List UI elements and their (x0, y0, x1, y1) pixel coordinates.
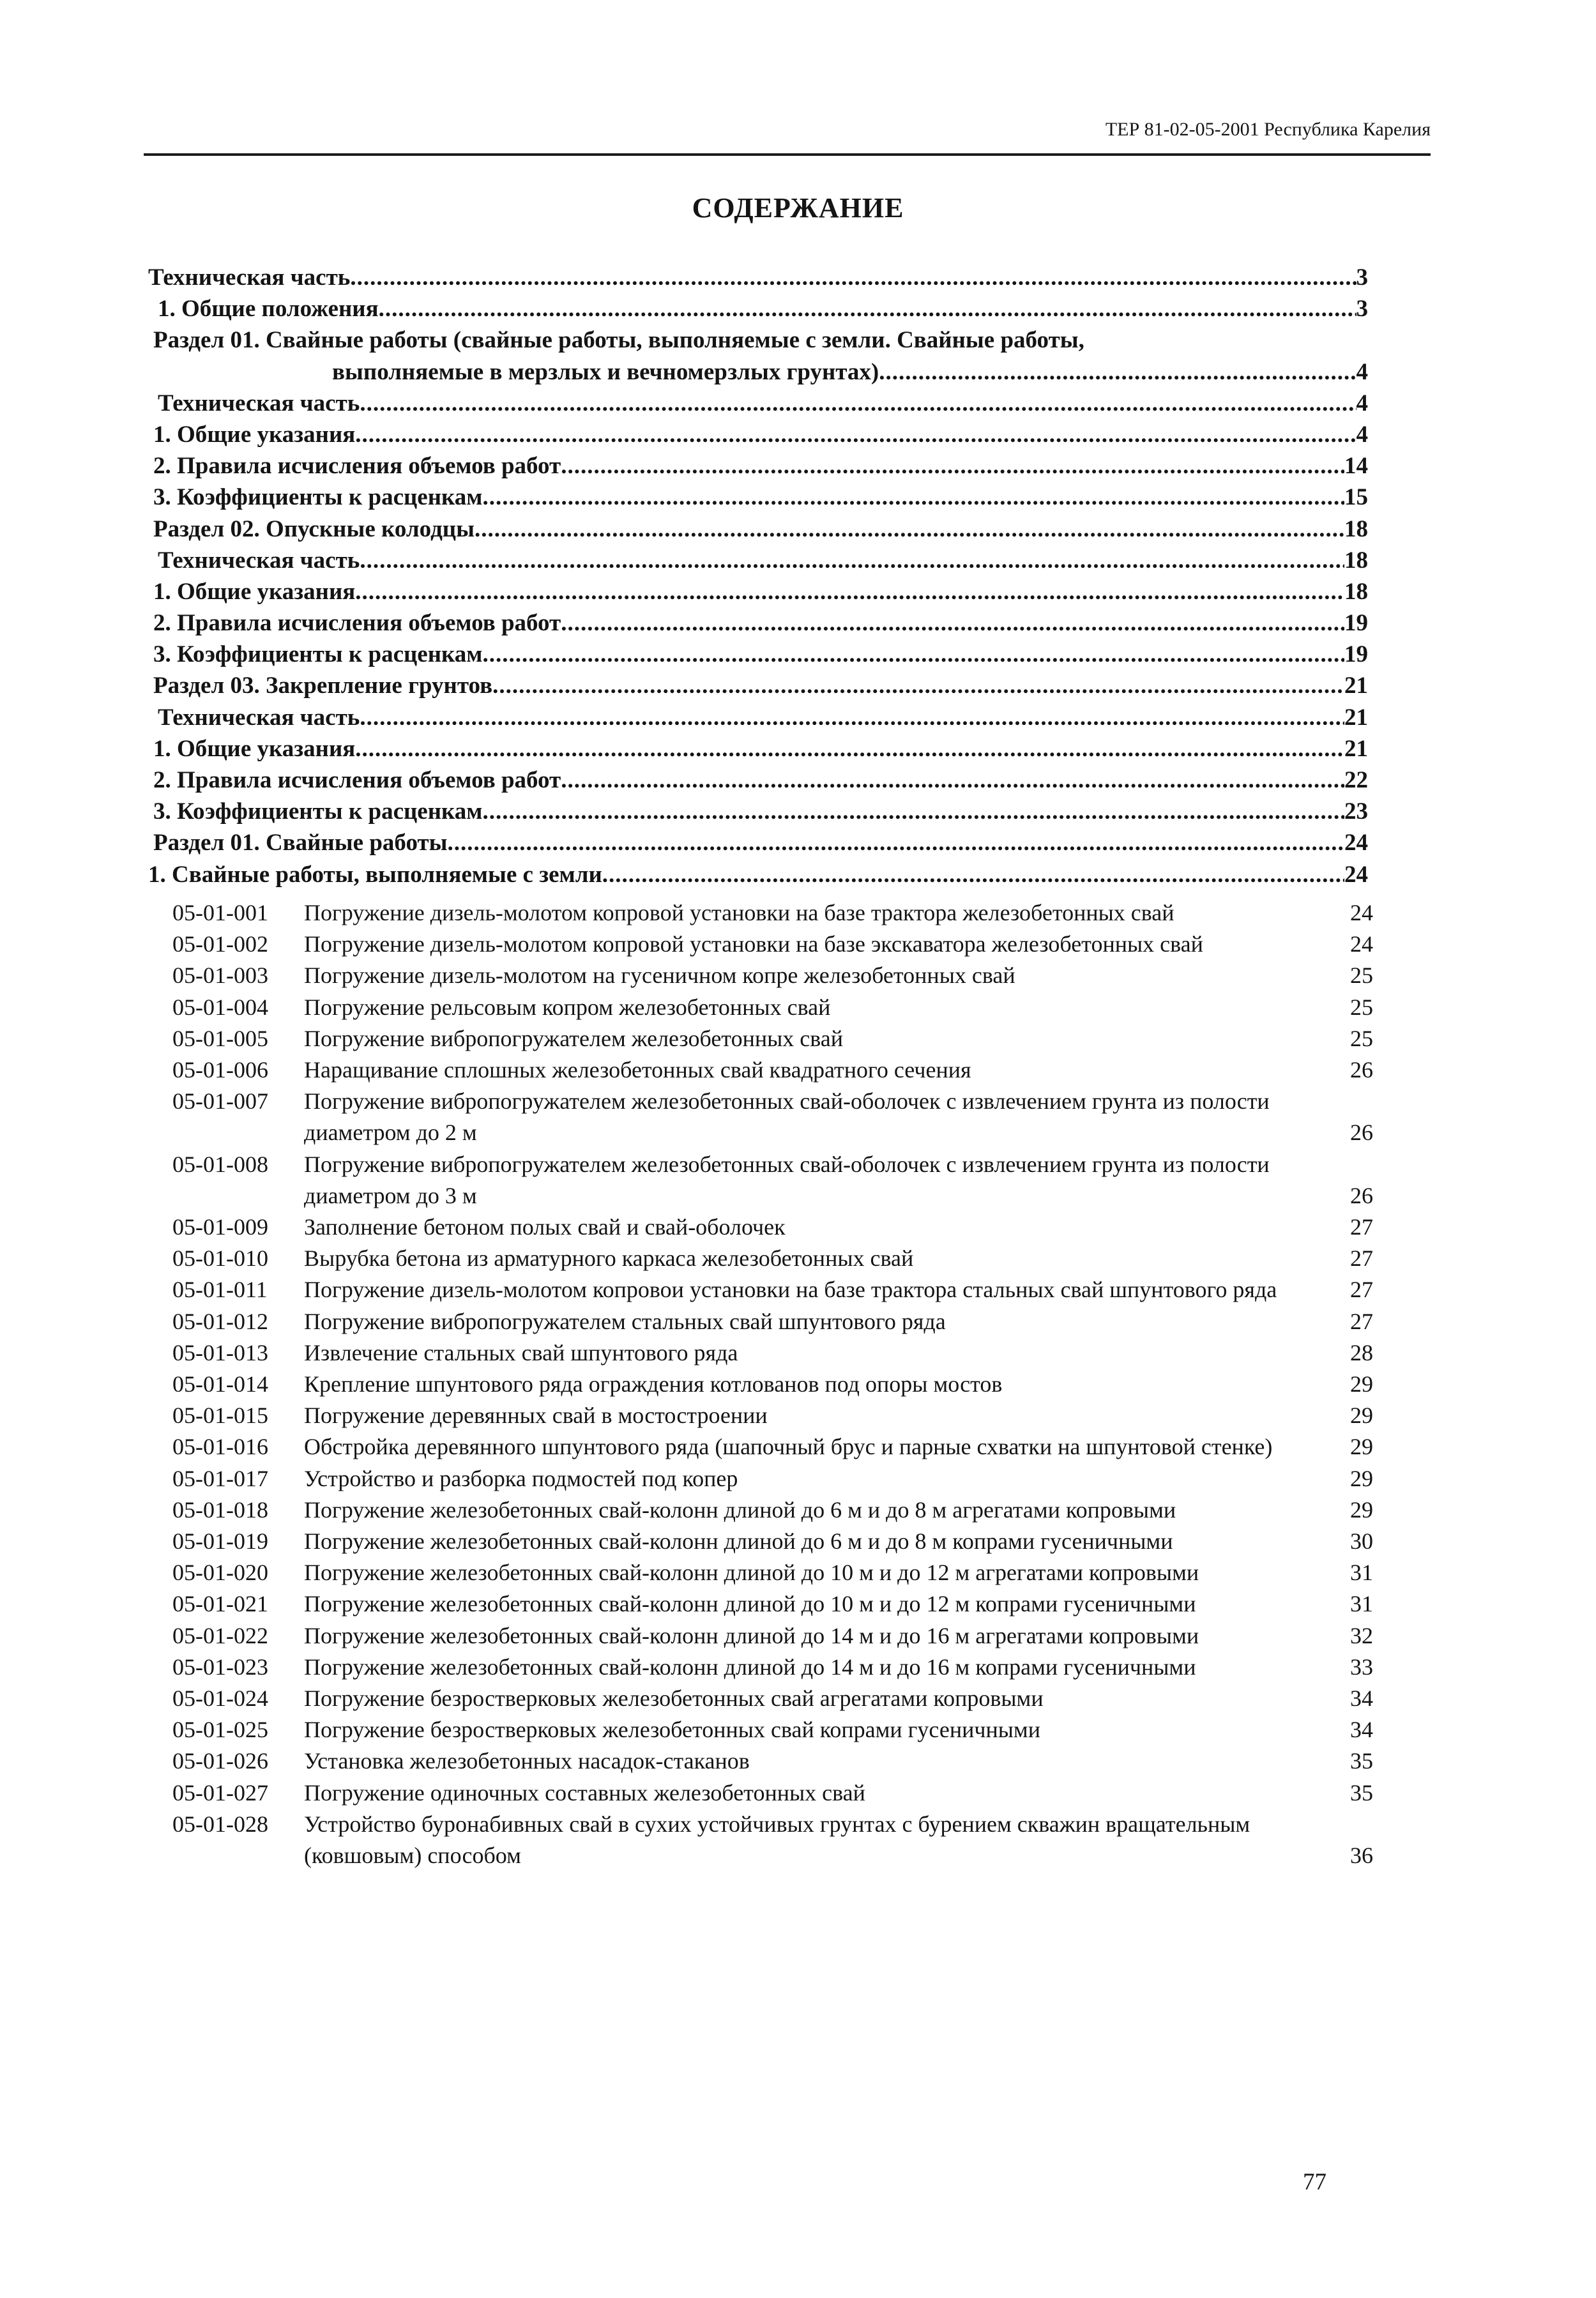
running-header (144, 119, 1431, 156)
toc-entry[interactable]: 3. Коэффициенты к расценкам ..... 15 (153, 482, 1368, 513)
toc-item[interactable]: 05-01-011 Погружение дизель-молотом копровои установки на базе трактора стальных свай шпунтового ряда 27 (172, 1277, 1373, 1303)
toc-items-list (172, 897, 1373, 1871)
toc-item[interactable]: 05-01-022 Погружение железобетонных свай-колонн длиной до 14 м и до 16 м агрегатами копровыми 32 (172, 1622, 1373, 1648)
toc-item[interactable]: 05-01-001 Погружение дизель-молотом копровой установки на базе трактора железобетонных свай 24 (172, 900, 1373, 925)
toc-item[interactable]: 05-01-027 Погружение одиночных составных железобетонных свай 35 (172, 1779, 1373, 1806)
toc-item[interactable]: 05-01-016 Обстройка деревянного шпунтового ряда (шапочный брус и парные схватки на шпунтовой стенке) 29 (172, 1434, 1373, 1460)
toc-entry[interactable]: 2. Правила исчисления объемов работ ..... 22 (153, 765, 1368, 796)
toc-item[interactable]: 05-01-015 Погружение деревянных свай в мостостроении 29 (172, 1403, 1373, 1429)
toc-entry[interactable]: 1. Общие указания ..... 21 (153, 733, 1368, 765)
toc-entry[interactable]: 3. Коэффициенты к расценкам ..... 19 (153, 639, 1368, 670)
toc-item[interactable]: 05-01-021 Погружение железобетонных свай-колонн длиной до 10 м и до 12 м копрами гусеничными 31 (172, 1591, 1373, 1617)
toc-entry[interactable]: 1. Общие положения ..... 3 (158, 293, 1368, 324)
toc-item[interactable]: 05-01-017 Устройство и разборка подмостей под копер 29 (172, 1465, 1373, 1491)
toc-item[interactable]: 05-01-006 Наращивание сплошных железобетонных свай квадратного сечения 26 (172, 1057, 1373, 1083)
page-title: СОДЕРЖАНИЕ (692, 192, 904, 224)
toc-entry[interactable]: Техническая часть ..... 18 (158, 545, 1368, 576)
toc-item[interactable]: 05-01-010 Вырубка бетона из арматурного каркаса железобетонных свай 27 (172, 1245, 1373, 1272)
toc-entry[interactable]: Техническая часть ..... 3 (148, 262, 1368, 293)
toc-item[interactable]: 05-01-005 Погружение вибропогружателем железобетонных свай 25 (172, 1025, 1373, 1051)
toc-item[interactable]: 05-01-026 Установка железобетонных насадок-стаканов 35 (172, 1748, 1373, 1774)
toc-entry[interactable]: Раздел 01. Свайные работы (свайные работы, выполняемые с земли. Свайные работы, (153, 327, 1084, 354)
toc-item[interactable]: 05-01-025 Погружение безростверковых железобетонных свай копрами гусеничными 34 (172, 1717, 1373, 1743)
toc-entry[interactable]: Раздел 01. Свайные работы ..... 24 (153, 827, 1368, 858)
toc-item[interactable]: 05-01-024 Погружение безростверковых железобетонных свай агрегатами копровыми 34 (172, 1685, 1373, 1712)
toc-entry[interactable]: 2. Правила исчисления объемов работ ..... 14 (153, 450, 1368, 482)
toc-entry[interactable]: 1. Общие указания ..... 4 (153, 419, 1368, 450)
toc-item[interactable]: 05-01-019 Погружение железобетонных свай-колонн длиной до 6 м и до 8 м копрами гусеничными 30 (172, 1528, 1373, 1555)
document-code: ТЕР 81-02-05-2001 Республика Карелия (1105, 119, 1431, 140)
toc-entry[interactable]: 1. Общие указания ..... 18 (153, 576, 1368, 607)
toc-item[interactable]: 05-01-007 Погружение вибропогружателем железобетонных свай-оболочек с извлечением грунта из полости диаметром до 2 м 26 (172, 1088, 1373, 1146)
toc-item[interactable]: 05-01-002 Погружение дизель-молотом копровой установки на базе экскаватора железобетонных свай 24 (172, 931, 1373, 957)
toc-entry[interactable]: 3. Коэффициенты к расценкам ..... 23 (153, 796, 1368, 827)
toc-entry-continuation[interactable]: выполняемые в мерзлых и вечномерзлых грунтах) ..... 4 (153, 356, 1368, 388)
toc-item[interactable]: 05-01-014 Крепление шпунтового ряда ограждения котлованов под опоры мостов 29 (172, 1371, 1373, 1397)
page-number: 77 (1303, 2169, 1326, 2195)
toc-entry[interactable]: Техническая часть ..... 4 (158, 388, 1368, 419)
toc-item[interactable]: 05-01-028 Устройство буронабивных свай в сухих устойчивых грунтах с бурением скважин вращательным (ковшовым) способом 36 (172, 1811, 1373, 1869)
toc-entry[interactable]: Техническая часть ..... 21 (158, 702, 1368, 733)
toc-item[interactable]: 05-01-008 Погружение вибропогружателем железобетонных свай-оболочек с извлечением грунта из полости диаметром до 3 м 26 (172, 1151, 1373, 1208)
toc-item[interactable]: 05-01-013 Извлечение стальных свай шпунтового ряда 28 (172, 1339, 1373, 1366)
toc-sections (148, 262, 1368, 890)
toc-entry[interactable]: Раздел 02. Опускные колодцы ..... 18 (153, 514, 1368, 545)
toc-item[interactable]: 05-01-023 Погружение железобетонных свай-колонн длиной до 14 м и до 16 м копрами гусеничными 33 (172, 1654, 1373, 1680)
toc-item[interactable]: 05-01-009 Заполнение бетоном полых свай и свай-оболочек 27 (172, 1214, 1373, 1240)
toc-entry[interactable]: Раздел 03. Закрепление грунтов ..... 21 (153, 670, 1368, 701)
toc-item[interactable]: 05-01-003 Погружение дизель-молотом на гусеничном копре железобетонных свай 25 (172, 963, 1373, 989)
toc-item[interactable]: 05-01-012 Погружение вибропогружателем стальных свай шпунтового ряда 27 (172, 1308, 1373, 1334)
toc-item[interactable]: 05-01-018 Погружение железобетонных свай-колонн длиной до 6 м и до 8 м агрегатами копровыми 29 (172, 1496, 1373, 1523)
toc-item[interactable]: 05-01-004 Погружение рельсовым копром железобетонных свай 25 (172, 994, 1373, 1020)
toc-entry[interactable]: 1. Свайные работы, выполняемые с земли ..... 24 (148, 859, 1368, 890)
toc-item[interactable]: 05-01-020 Погружение железобетонных свай-колонн длиной до 10 м и до 12 м агрегатами копровыми 31 (172, 1560, 1373, 1586)
toc-entry[interactable]: 2. Правила исчисления объемов работ ..... 19 (153, 607, 1368, 639)
